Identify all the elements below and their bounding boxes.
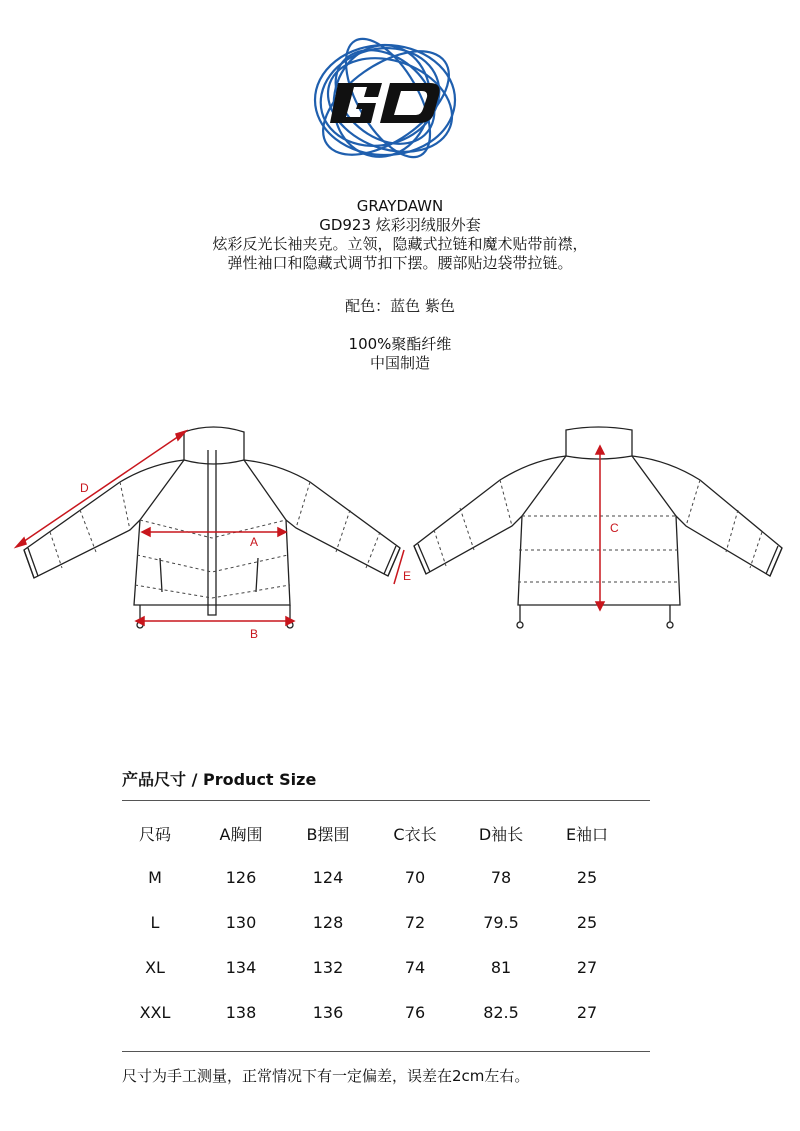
label-b: B — [250, 627, 259, 641]
size-cell: M — [148, 868, 162, 887]
product-title: GD923 炫彩羽绒服外套 — [319, 216, 481, 234]
value-cell: 25 — [576, 868, 598, 887]
value-cell: 82.5 — [483, 1003, 519, 1022]
size-table-title: 产品尺寸 / Product Size — [122, 770, 317, 789]
value-cell: 79.5 — [483, 913, 519, 932]
label-c: C — [610, 521, 619, 535]
value-cell: 27 — [576, 958, 598, 977]
measurement-note: 尺寸为手工测量，正常情况下有一定偏差，误差在2cm左右。 — [122, 1067, 530, 1085]
table-top-rule — [122, 800, 650, 801]
value-cell: 74 — [404, 958, 426, 977]
description-line-1: 炫彩反光长袖夹克。立领，隐藏式拉链和魔术贴带前襟， — [212, 235, 588, 253]
colors-line: 配色：蓝色 紫色 — [345, 297, 455, 315]
table-row — [100, 913, 660, 933]
graydawn-logo — [300, 35, 470, 170]
value-cell: 72 — [404, 913, 426, 932]
value-cell: 81 — [490, 958, 512, 977]
value-cell: 126 — [225, 868, 257, 887]
table-bottom-rule — [122, 1051, 650, 1052]
table-row — [100, 868, 660, 888]
size-cell: XXL — [139, 1003, 171, 1022]
value-cell: 70 — [404, 868, 426, 887]
label-a: A — [250, 535, 259, 549]
size-table — [100, 822, 660, 1022]
jacket-back-diagram — [400, 420, 800, 650]
value-cell: 132 — [312, 958, 344, 977]
header-cell: D袖长 — [478, 825, 524, 844]
label-d: D — [80, 481, 89, 495]
value-cell: 78 — [490, 868, 512, 887]
brand-name: GRAYDAWN — [356, 197, 444, 215]
header-cell: B摆围 — [306, 825, 350, 844]
value-cell: 128 — [312, 913, 344, 932]
value-cell: 134 — [225, 958, 257, 977]
header-cell: A胸围 — [219, 825, 263, 844]
table-row — [100, 1003, 660, 1023]
value-cell: 130 — [225, 913, 257, 932]
size-cell: XL — [145, 958, 165, 977]
value-cell: 124 — [312, 868, 344, 887]
value-cell: 25 — [576, 913, 598, 932]
header-cell: 尺码 — [138, 825, 171, 844]
size-cell: L — [150, 913, 160, 932]
label-e: E — [403, 569, 412, 583]
value-cell: 27 — [576, 1003, 598, 1022]
value-cell: 136 — [312, 1003, 344, 1022]
jacket-front-diagram — [0, 420, 420, 650]
table-header-row — [100, 822, 660, 842]
description-line-2: 弹性袖口和隐藏式调节扣下摆。腰部贴边袋带拉链。 — [227, 254, 573, 272]
origin-line: 中国制造 — [369, 354, 430, 372]
material-line: 100%聚酯纤维 — [348, 335, 452, 353]
value-cell: 138 — [225, 1003, 257, 1022]
header-cell: E袖口 — [565, 825, 609, 844]
value-cell: 76 — [404, 1003, 426, 1022]
table-row — [100, 958, 660, 978]
header-cell: C衣长 — [393, 825, 437, 844]
